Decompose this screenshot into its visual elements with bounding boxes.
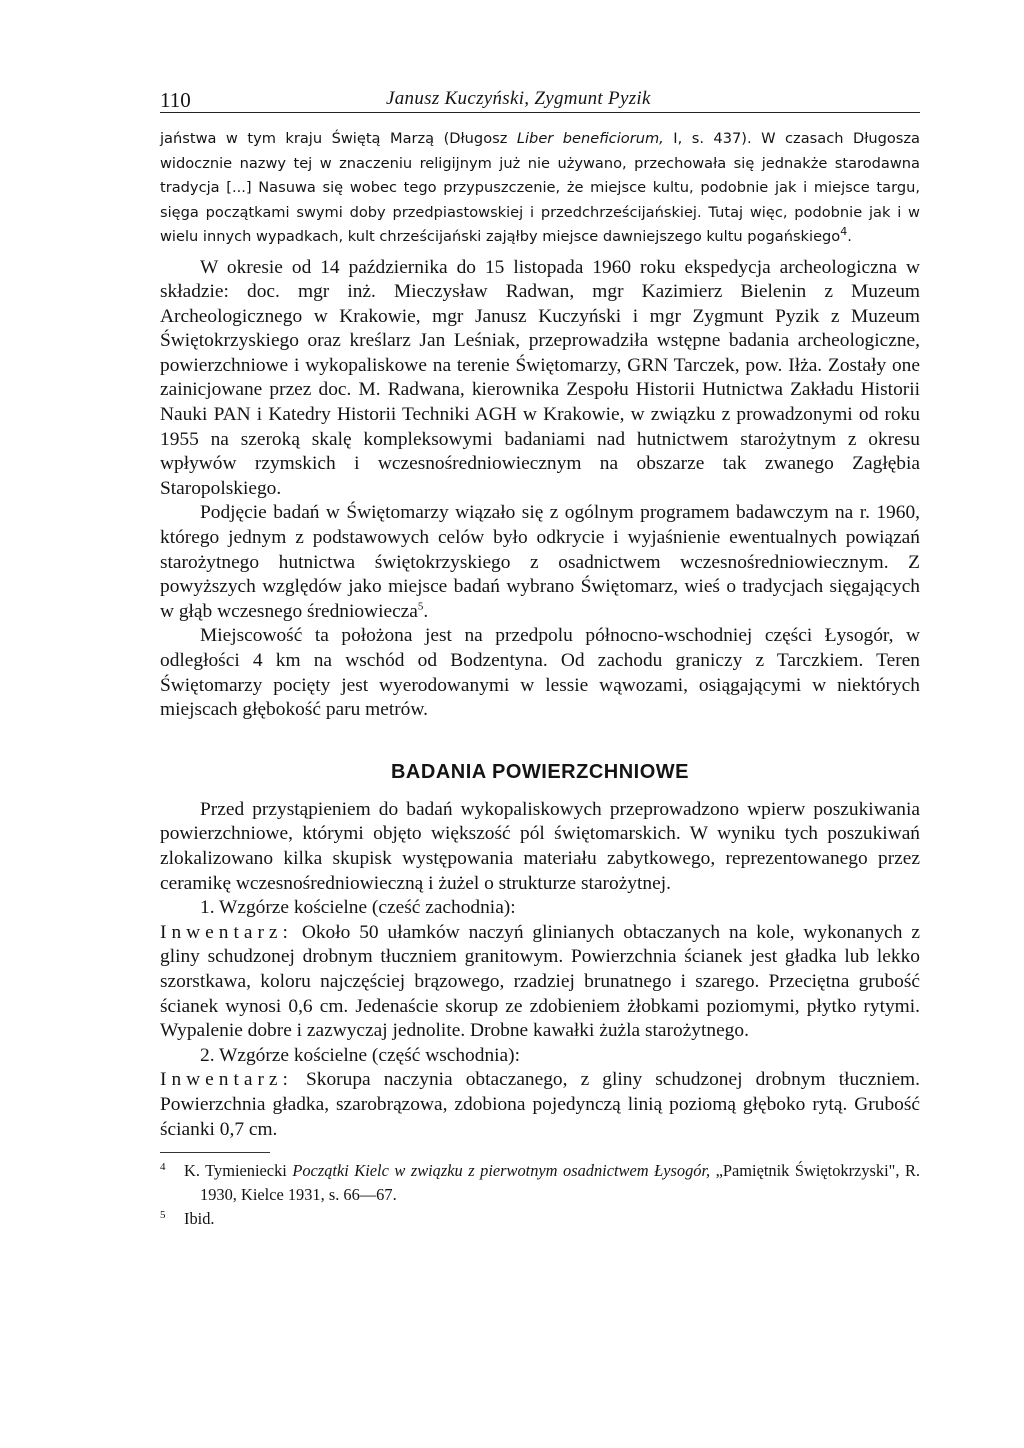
paragraph-location: Miejscowość ta położona jest na przedpolu północno-wschodniej części Łysogór, w odległości 4 km na wschód od Bodzentyna. Od zachodu graniczy z Tarczkiem. Teren Świętomarzy pocięty jest wyerodowanymi w lessie wąwozami, osiągającymi w niektórych miejscach głębokość paru metrów. — [160, 625, 920, 721]
inventory-label: Inwentarz: — [160, 1069, 293, 1091]
section-title: BADANIA POWIERZCHNIOWE — [390, 760, 690, 783]
paragraph-research-program — [160, 501, 920, 624]
item-1-body — [160, 921, 920, 1044]
footnote-divider — [160, 1152, 270, 1153]
footnote-ref[interactable]: 4 — [840, 225, 848, 239]
running-title: Janusz Kuczyński, Zygmunt Pyzik — [386, 88, 651, 109]
italic-title: Początki Kielc w związku z pierwotnym osadnictwem Łysogór, — [292, 1161, 711, 1181]
paragraph-expedition: W okresie od 14 października do 15 listopada 1960 roku ekspedycja archeologiczna w składzie: doc. mgr inż. Mieczysław Radwan, mgr Kazimierz Bielenin z Muzeum Archeologicznego w Krakowie, mgr Janusz Kuczyński i mgr Zygmunt Pyzik z Muzeum Świętokrzyskiego oraz kreślarz Jan Leśniak, przeprowadziła wstępne badania archeologiczne, powierzchniowe i wykopaliskowe na terenie Świętomarzy, GRN Tarczek, pow. Iłża. Zostały one zainicjowane przez doc. M. Radwana, kierownika Zespołu Historii Hutnictwa Zakładu Historii Nauki PAN i Katedry Historii Techniki AGH w Krakowie, w związku z prowadzonymi od roku 1955 na szeroką skalę kompleksowymi badaniami nad hutnictwem starożytnym z okresu wpływów rzymskich i wczesnośredniowiecznym na obszarze tak zwanego Zagłębia Staropolskiego. — [160, 256, 920, 499]
footnote-4: 4 K. Tymieniecki Początki Kielc w związku z pierwotnym osadnictwem Łysogór, „Pamiętnik Świętokrzyski", R. 1930, Kielce 1931, s. 66—67. — [160, 1160, 920, 1205]
text-run: Skorupa naczynia obtaczanego, z gliny schudzonej drobnym tłuczniem. Powierzchnia gładka, szarobrązowa, zdobiona pojedynczą linią poziomą głęboko rytą. Grubość ścianki 0,7 cm. — [160, 1069, 920, 1140]
italic-title: Liber beneficiorum, — [516, 130, 664, 147]
item-2-body — [160, 1068, 920, 1142]
text-run: . — [423, 600, 429, 622]
text-run: . — [847, 228, 852, 245]
paragraph-survey: Przed przystąpieniem do badań wykopaliskowych przeprowadzono wpierw poszukiwania powierzchniowe, którymi objęto większość pól świętomarskich. W wyniku tych poszukiwań zlokalizowano kilka skupisk występowania materiału zabytkowego, reprezentowanego przez ceramikę wczesnośredniowieczną i żużel o strukturze starożytnej. — [160, 798, 920, 894]
text-run: Około 50 ułamków naczyń glinianych obtaczanych na kole, wykonanych z gliny schudzonej drobnym tłuczniem granitowym. Powierzchnia ścianek jest gładka lub lekko szorstkawa, koloru najczęściej brązowego, rzadziej brunatnego i szarego. Przeciętna grubość ścianek wynosi 0,6 cm. Jedenaście skorup ze zdobieniem żłobkami poziomymi, płytko rytymi. Wypalenie dobre i zazwyczaj jednolite. Drobne kawałki żużla starożytnego. — [160, 921, 920, 1042]
text-run: „Pamiętnik Świętokrzyski", R. 1930, Kielce 1931, s. 66—67. — [200, 1161, 920, 1205]
paragraph-quote-continuation — [160, 127, 920, 250]
text-run: jaństwa w tym kraju Świętą Marzą (Długosz — [160, 130, 517, 147]
text-run: Podjęcie badań w Świętomarzy wiązało się z ogólnym programem badawczym na r. 1960, którego jednym z podstawowych celów było odkrycie i wyjaśnienie ewentualnych powiązań starożytnego hutnictwa świętokrzyskiego z osadnictwem wczesnośredniowiecznym. Z powyższych względów jako miejsce badań wybrano Świętomarz, wieś o tradycjach sięgających w głąb wczesnego średniowiecza — [160, 502, 920, 622]
item-2-heading: 2. Wzgórze kościelne (część wschodnia): — [200, 1044, 520, 1066]
page — [160, 80, 920, 1231]
text-run: I, s. 437). W czasach Długosza widocznie nazwy tej w znaczeniu religijnym już nie używano, przechowała się jednakże starodawna tradycja [...] Nasuwa się wobec tego przypuszczenie, że miejsce kultu, podobnie jak i miejsce targu, sięga początkami swymi doby przedpiastowskiej i przedchrześcijańskiej. Tutaj więc, podobnie jak i w wielu innych wypadkach, kult chrześcijański zająłby miejsce dawniejszego kultu pogańskiego — [160, 130, 920, 245]
running-head — [160, 80, 920, 113]
page-number: 110 — [160, 88, 191, 112]
footnotes — [160, 1159, 920, 1231]
footnote-5: 5 Ibid. — [160, 1208, 215, 1229]
text-run: K. Tymieniecki — [184, 1161, 293, 1181]
text-run: Ibid. — [184, 1209, 215, 1229]
footnote-ref[interactable]: 5 — [417, 600, 424, 613]
item-1-heading: 1. Wzgórze kościelne (cześć zachodnia): — [200, 897, 516, 919]
inventory-label: Inwentarz: — [160, 921, 293, 943]
